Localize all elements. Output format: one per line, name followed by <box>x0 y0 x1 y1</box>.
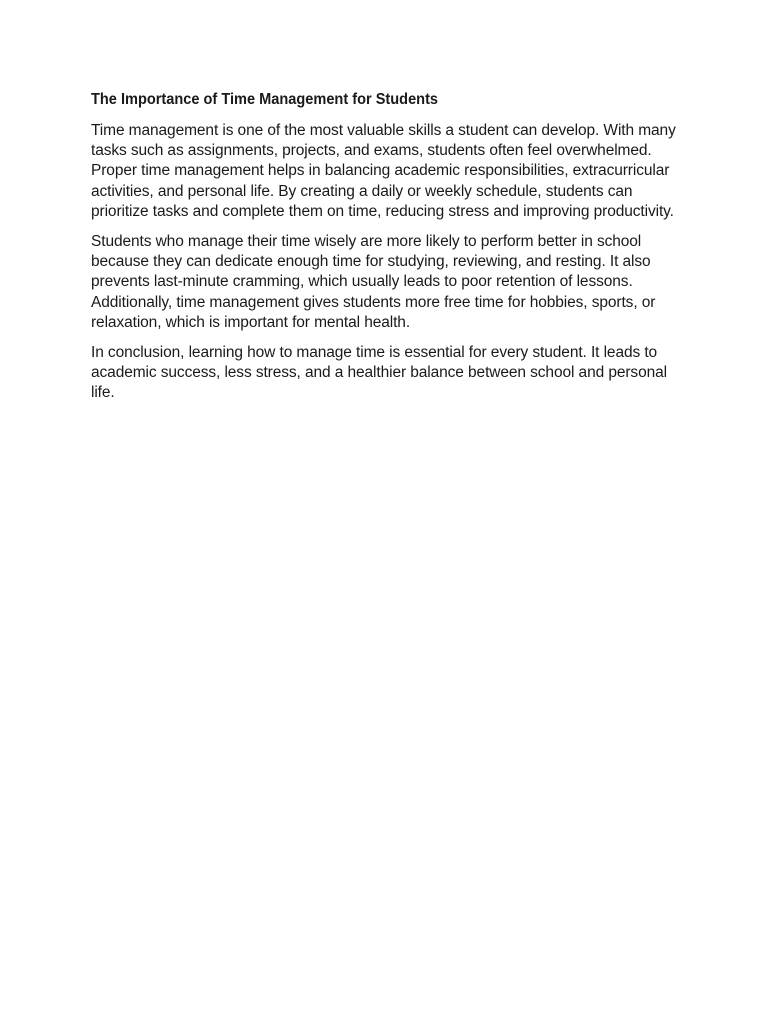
document-title: The Importance of Time Management for Students <box>91 91 439 108</box>
document-page <box>91 90 691 414</box>
paragraph-benefits: Students who manage their time wisely are more likely to perform better in school because they can dedicate enough time for studying, reviewing, and resting. It also prevents last-minute cramming, which usually leads to poor retention of lessons. Additionally, time management gives students more free time for hobbies, sports, or relaxation, which is important for mental health. <box>91 233 656 331</box>
paragraph-conclusion: In conclusion, learning how to manage time is essential for every student. It leads to academic success, less stress, and a healthier balance between school and personal life. <box>91 344 667 402</box>
paragraph-intro: Time management is one of the most valuable skills a student can develop. With many tasks such as assignments, projects, and exams, students often feel overwhelmed. Proper time management helps in balancing academic responsibilities, extracurricular activities, and personal life. By creating a daily or weekly schedule, students can prioritize tasks and complete them on time, reducing stress and improving productivity. <box>91 122 676 220</box>
